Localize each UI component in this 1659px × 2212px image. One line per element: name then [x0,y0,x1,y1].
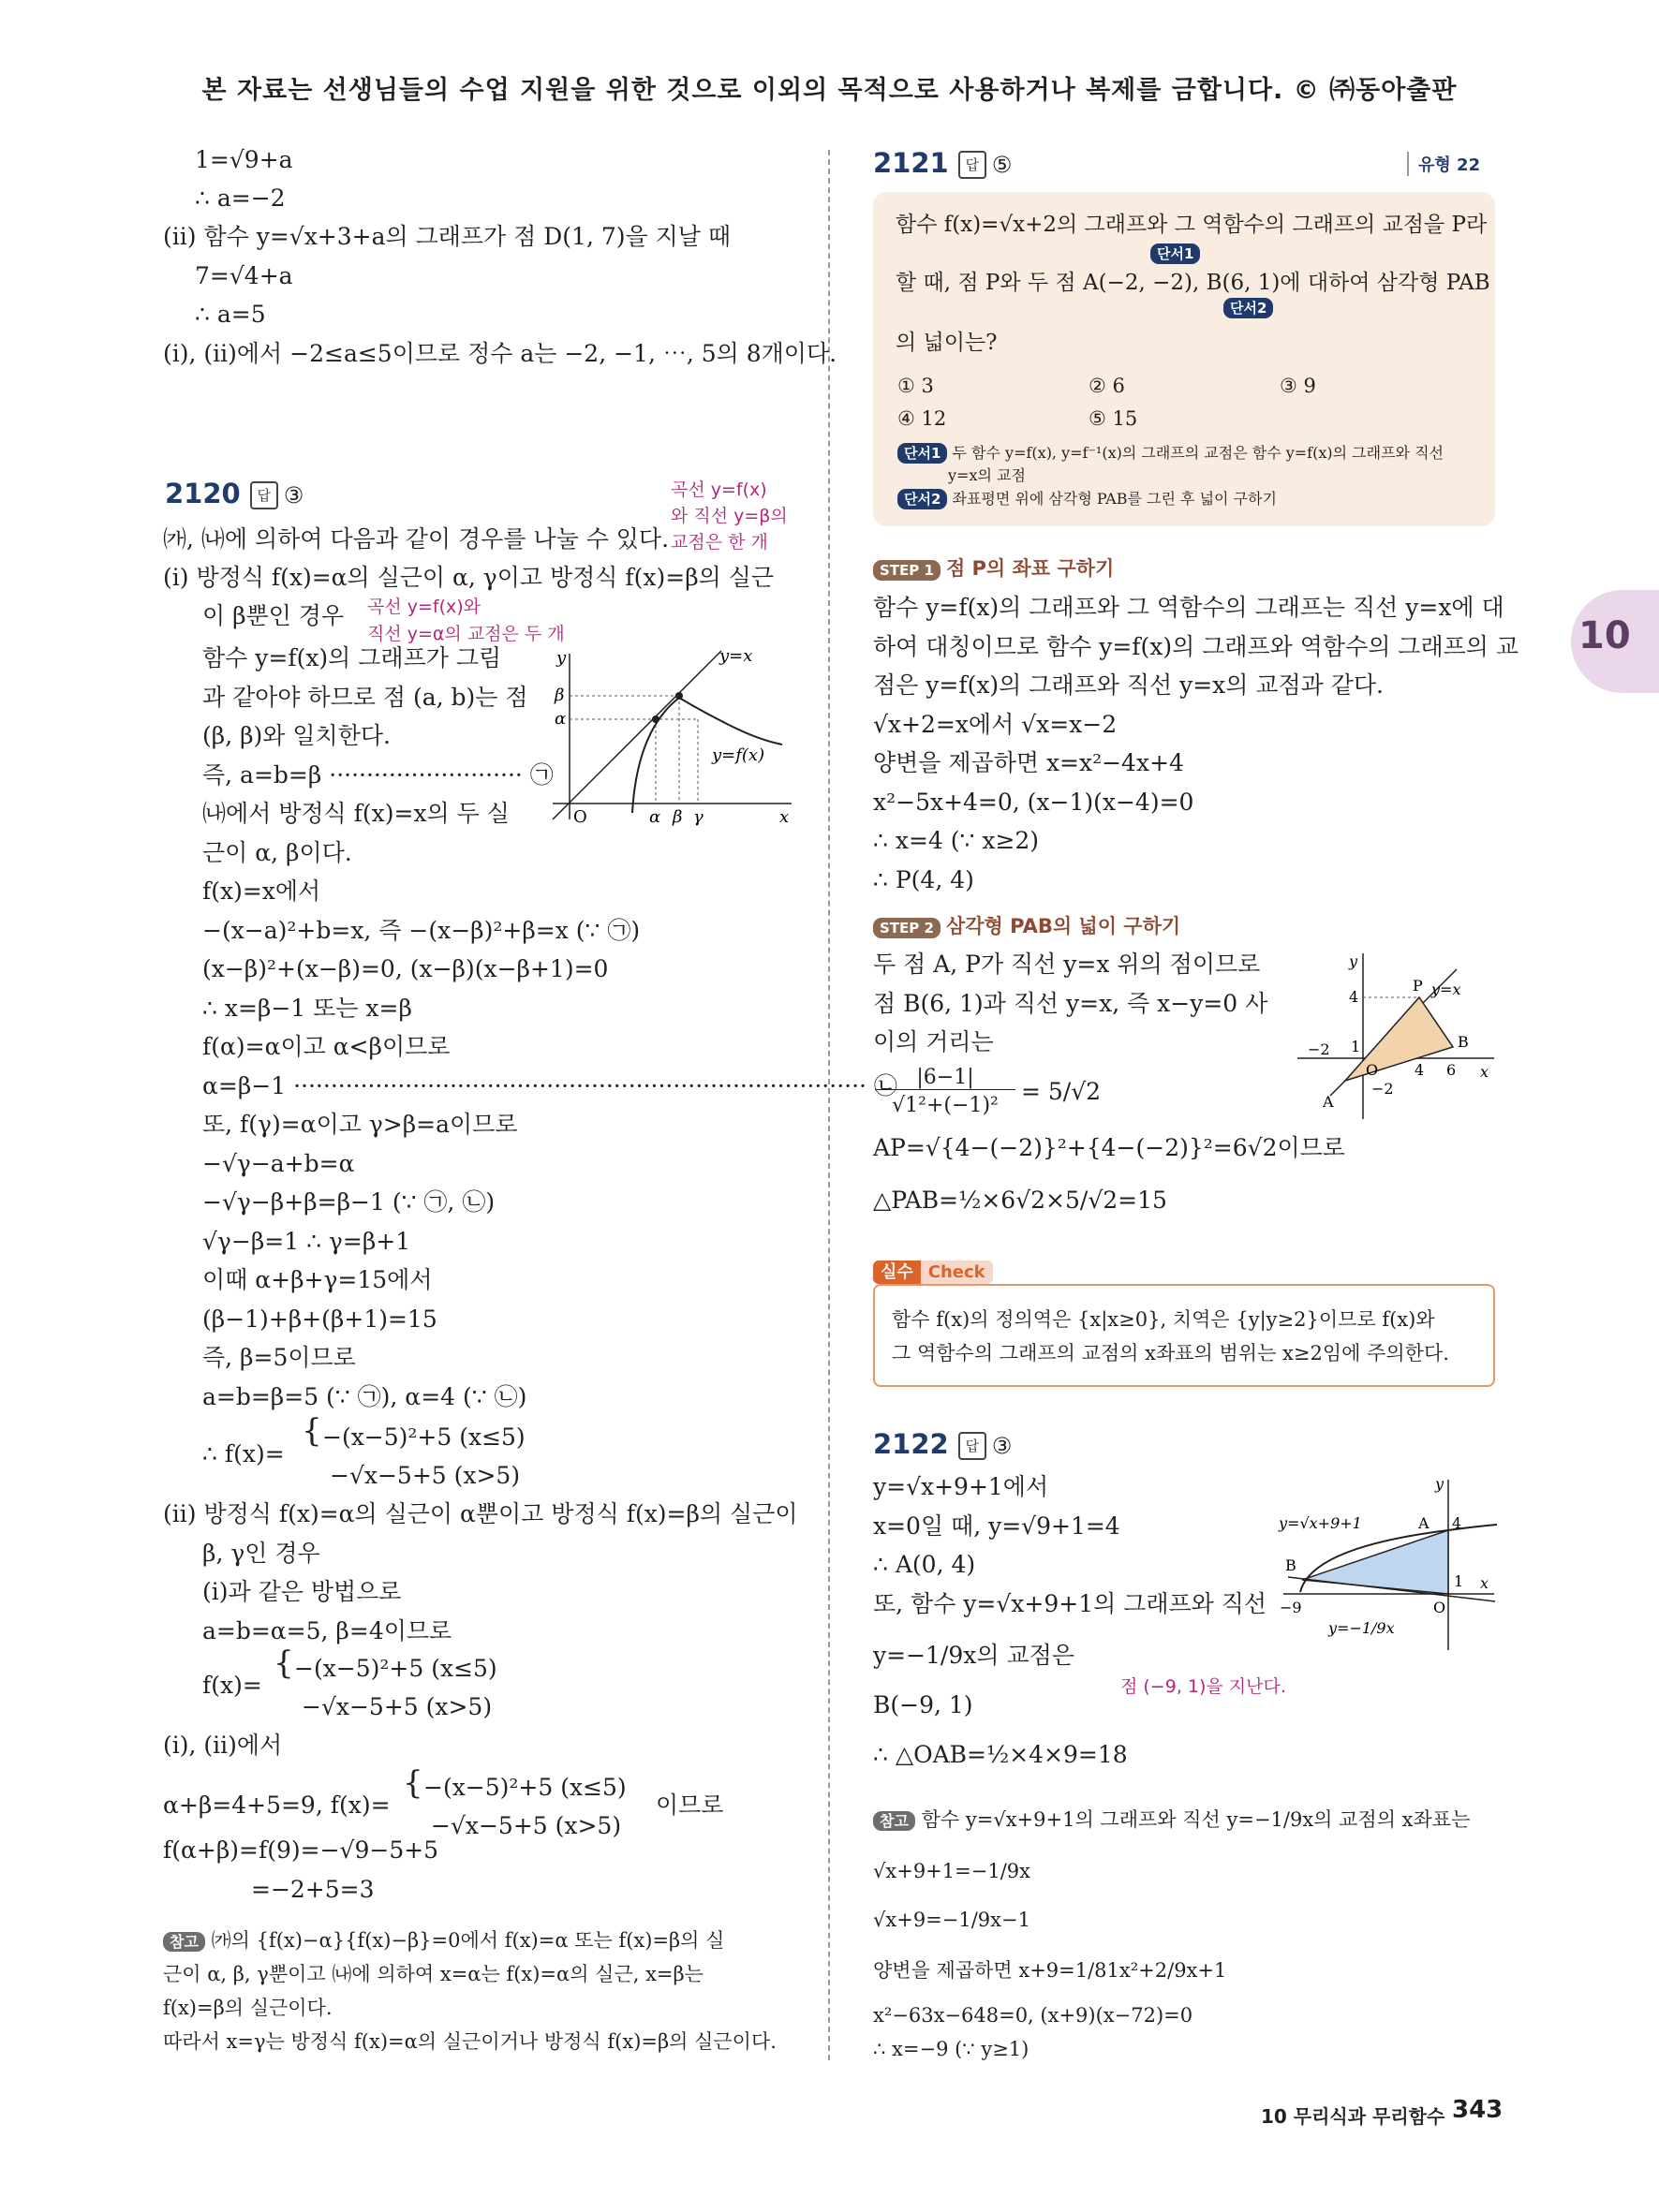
tick-4: 4 [1452,1514,1462,1532]
hint2-marker: 단서2 [1223,298,1273,318]
note-tag: 참고 [873,1811,915,1831]
graph-2120 [525,646,796,833]
note-line: x²−63x−648=0, (x+9)(x−72)=0 [873,2004,1193,2027]
label-x: x [779,807,790,827]
text-line: (ⅱ) 방정식 f(x)=α의 실근이 α뿐이고 방정식 f(x)=β의 실근이 [163,1500,798,1527]
problem-2122-header [873,1428,1012,1460]
text-line: β, γ인 경우 [202,1540,320,1567]
problem-number: 2121 [873,147,949,179]
hint1-row: y=x의 교점 [948,466,1026,484]
brace: { [302,1412,322,1450]
label-x: x [1480,1574,1489,1592]
distance-denominator: √1²+(−1)² [892,1094,999,1117]
text-line: 1=√9+a [195,146,293,173]
text-line: √γ−β=1 ∴ γ=β+1 [202,1228,411,1255]
answer-icon: 답 [250,481,278,509]
text-line: 즉, a=b=β ·························· ㉠ [202,761,554,789]
text-line: f(α+β)=f(9)=−√9−5+5 [163,1836,439,1864]
choice[interactable]: ① 3 [897,375,934,397]
margin-note: 점 (−9, 1)을 지난다. [1120,1676,1286,1697]
margin-note: 곡선 y=f(x) [671,479,767,500]
text-line: 함수 y=f(x)의 그래프가 그림 [202,644,502,671]
text-line: α+β=4+5=9, f(x)= [163,1792,391,1819]
problem-2120-header [165,478,304,509]
tick-m9: −9 [1280,1599,1302,1616]
label-yx: y=x [1431,981,1461,998]
choice[interactable]: ④ 12 [897,407,947,430]
label-curve: y=√x+9+1 [1279,1514,1362,1532]
text-line: −(x−a)²+b=x, 즉 −(x−β)²+β=x (∵ ㉠) [202,917,641,944]
text-line: 함수 y=f(x)의 그래프와 그 역함수의 그래프는 직선 y=x에 대 [873,594,1504,621]
text-line: (ⅱ) 함수 y=√x+3+a의 그래프가 점 D(1, 7)을 지날 때 [163,223,731,250]
label-yx: y=x [719,646,753,666]
text-line: 7=√4+a [195,262,293,289]
label-y: y [1435,1475,1444,1493]
page-number: 343 [1452,2096,1503,2124]
column-divider [828,150,830,2060]
text-line: y=−1/9x의 교점은 [873,1642,1074,1669]
check-line: 함수 f(x)의 정의역은 {x|x≥0}, 치역은 {y|y≥2}이므로 f(x)와 [892,1308,1435,1331]
note-line: 따라서 x=γ는 방정식 f(x)=α의 실근이거나 방정식 f(x)=β의 실근이다. [163,2030,777,2053]
text-line: −√x−5+5 (x>5) [302,1693,493,1720]
text-line: f(α)=α이고 α<β이므로 [202,1033,451,1060]
text-line: f(x)= [202,1672,262,1699]
text-line: 점 B(6, 1)과 직선 y=x, 즉 x−y=0 사 [873,990,1268,1017]
answer-value: ③ [283,482,304,509]
text-line: f(x)=x에서 [202,877,321,905]
problem-2121-header [873,147,1012,179]
label-o: O [1366,1061,1379,1079]
graph-2122 [1274,1472,1499,1655]
text-line: B(−9, 1) [873,1691,973,1718]
text-line: x=0일 때, y=√9+1=4 [873,1512,1120,1540]
text-line: ∴ P(4, 4) [873,866,974,893]
margin-note: 곡선 y=f(x)와 [367,597,481,617]
triangle-pab [1345,997,1453,1081]
text-line: (ⅰ)과 같은 방법으로 [202,1578,402,1605]
text-line: AP=√{4−(−2)}²+{4−(−2)}²=6√2이므로 [873,1134,1345,1161]
tick-m2y: −2 [1371,1080,1394,1098]
point [675,692,683,700]
text-line: 점은 y=f(x)의 그래프와 직선 y=x의 교점과 같다. [873,671,1384,699]
text-line: α=β−1 ············································································· ㉡ [202,1072,897,1099]
note-line: √x+9+1=−1/9x [873,1860,1030,1882]
text-line: 하여 대칭이므로 함수 y=f(x)의 그래프와 역함수의 그래프의 교 [873,633,1519,660]
footer-chapter: 10 무리식과 무리함수 [1261,2105,1445,2128]
type-label: 유형 22 [1407,152,1480,176]
text-line: −(x−5)²+5 (x≤5) [423,1774,627,1801]
text-line: =−2+5=3 [251,1876,375,1903]
tick-4: 4 [1349,988,1359,1006]
note-line: 근이 α, β, γ뿐이고 ㈏에 의하여 x=α는 f(x)=α의 실근, x=β는 [163,1963,704,1985]
text-line: ∴ f(x)= [202,1440,285,1467]
note-line: 참고 ㈎의 {f(x)−α}{f(x)−β}=0에서 f(x)=α 또는 f(x)=β의 실 [163,1925,724,1955]
graph-2121 [1293,946,1499,1124]
text-line: 근이 α, β이다. [202,839,352,866]
label-x: x [1480,1063,1489,1081]
line-y-equals-x [553,651,721,819]
text-line: 이때 α+β+γ=15에서 [202,1266,433,1293]
label-y: y [556,648,567,668]
text-line: a=b=α=5, β=4이므로 [202,1617,452,1644]
label-origin: O [573,807,587,827]
text-line: 이므로 [656,1792,724,1819]
text-line: 두 점 A, P가 직선 y=x 위의 점이므로 [873,951,1261,978]
point [652,715,659,723]
label-xa: α [649,807,661,827]
hint1-row: 단서1 두 함수 y=f(x), y=f⁻¹(x)의 그래프의 교점은 함수 y=f(x)의 그래프와 직선 [897,438,1444,468]
note-line: 양변을 제곱하면 x+9=1/81x²+2/9x+1 [873,1959,1227,1982]
text-line: 즉, β=5이므로 [202,1344,356,1371]
step1-header: STEP 1 점 P의 좌표 구하기 [873,553,1114,583]
text-line: ㈎, ㈏에 의하여 다음과 같이 경우를 나눌 수 있다. [163,525,670,553]
label-beta: β [555,686,565,705]
chapter-tab: 10 [1571,590,1659,693]
text-line: = 5/√2 [1021,1078,1102,1105]
text-line: ∴ A(0, 4) [873,1551,976,1578]
answer-icon: 답 [958,1432,986,1460]
text-line: ∴ a=−2 [195,184,286,212]
text-line: 또, 함수 y=√x+9+1의 그래프와 직선 [873,1590,1267,1617]
problem-number: 2122 [873,1428,949,1460]
text-line: 이 β뿐인 경우 [202,602,345,629]
distance-numerator: |6−1| [875,1066,1015,1090]
step2-header: STEP 2 삼각형 PAB의 넓이 구하기 [873,910,1180,941]
answer-icon: 답 [958,151,986,179]
hint2-row: 단서2 좌표평면 위에 삼각형 PAB를 그린 후 넓이 구하기 [897,484,1277,514]
text-line: ∴ x=4 (∵ x≥2) [873,827,1040,854]
text-line: (β, β)와 일치한다. [202,722,391,749]
text-line: y=√x+9+1에서 [873,1473,1049,1500]
text-line: ㈏에서 방정식 f(x)=x의 두 실 [202,800,510,827]
check-line: 그 역함수의 그래프의 교점의 x좌표의 범위는 x≥2임에 주의한다. [892,1342,1449,1364]
brace: { [403,1764,423,1802]
label-xb: β [673,807,683,827]
tick-1: 1 [1454,1572,1464,1590]
margin-note: 와 직선 y=β의 [671,506,788,526]
answer-value: ③ [991,1433,1013,1459]
text-line: ∴ x=β−1 또는 x=β [202,995,412,1022]
text-line: −(x−5)²+5 (x≤5) [294,1655,497,1682]
margin-note: 직선 y=α의 교점은 두 개 [367,624,565,644]
label-yfx: y=f(x) [712,745,765,765]
triangle-oab [1302,1530,1448,1594]
text-line: (β−1)+β+(β+1)=15 [202,1305,437,1333]
text-line: (ⅰ), (ⅱ)에서 −2≤a≤5이므로 정수 a는 −2, −1, ⋯, 5의 8개이다. [163,340,837,367]
margin-note: 교점은 한 개 [671,532,768,553]
label-alpha: α [555,709,567,729]
note-line: √x+9=−1/9x−1 [873,1909,1030,1931]
copyright-banner: 본 자료는 선생님들의 수업 지원을 위한 것으로 이외의 목적으로 사용하거나 복제를 금합니다. © ㈜동아출판 [201,76,1458,105]
text-line: 이의 거리는 [873,1028,994,1055]
question-line: 할 때, 점 P와 두 점 A(−2, −2), B(6, 1)에 대하여 삼각형 PAB [896,271,1490,295]
text-line: 또, f(γ)=α이고 γ>β=a이므로 [202,1111,518,1138]
check-box [873,1284,1495,1387]
answer-value: ⑤ [991,152,1013,178]
tick-4x: 4 [1415,1061,1425,1079]
label-b: B [1458,1033,1469,1051]
brace: { [274,1644,294,1682]
label-y: y [1349,952,1358,970]
text-line: a=b=β=5 (∵ ㉠), α=4 (∵ ㉡) [202,1383,527,1410]
text-line: (ⅰ), (ⅱ)에서 [163,1732,283,1759]
text-line: (ⅰ) 방정식 f(x)=α의 실근이 α, γ이고 방정식 f(x)=β의 실근 [163,564,775,591]
label-a: A [1418,1514,1429,1532]
label-o: O [1433,1599,1446,1616]
choice[interactable]: ③ 9 [1280,375,1316,397]
note-line: f(x)=β의 실근이다. [163,1997,333,2019]
text-line: √x+2=x에서 √x=x−2 [873,711,1118,738]
question-line: 함수 f(x)=√x+2의 그래프와 그 역함수의 그래프의 교점을 P라 [896,213,1488,237]
hint1-marker: 단서1 [1150,243,1200,264]
text-line: −(x−5)²+5 (x≤5) [322,1423,526,1451]
text-line: x²−5x+4=0, (x−1)(x−4)=0 [873,789,1194,816]
note-line: 참고 함수 y=√x+9+1의 그래프와 직선 y=−1/9x의 교점의 x좌표는 [873,1805,1470,1835]
label-p: P [1413,977,1423,995]
text-line: −√γ−a+b=α [202,1150,355,1177]
choice[interactable]: ② 6 [1089,375,1125,397]
text-line: ∴ △OAB=½×4×9=18 [873,1741,1128,1768]
label-b: B [1285,1556,1296,1574]
choice[interactable]: ⑤ 15 [1089,407,1138,430]
label-a: A [1323,1093,1334,1111]
check-header: 실수 Check [873,1259,993,1283]
text-line: −√γ−β+β=β−1 (∵ ㉠, ㉡) [202,1188,496,1216]
text-line: (x−β)²+(x−β)=0, (x−β)(x−β+1)=0 [202,955,609,982]
problem-number: 2120 [165,478,241,509]
text-line: −√x−5+5 (x>5) [431,1812,622,1839]
text-line: △PAB=½×6√2×5/√2=15 [873,1187,1167,1214]
text-line: −√x−5+5 (x>5) [330,1462,521,1489]
label-xg: γ [693,807,704,827]
text-line: 양변을 제곱하면 x=x²−4x+4 [873,749,1184,776]
text-line: ∴ a=5 [195,301,266,328]
question-line: 의 넓이는? [896,331,998,355]
tick-1: 1 [1351,1038,1361,1055]
note-tag: 참고 [163,1932,205,1952]
tick-m2: −2 [1308,1040,1330,1058]
label-line: y=−1/9x [1328,1619,1395,1637]
tick-6: 6 [1446,1061,1457,1079]
text-line: 과 같아야 하므로 점 (a, b)는 점 [202,684,528,711]
note-line: ∴ x=−9 (∵ y≥1) [873,2038,1029,2060]
